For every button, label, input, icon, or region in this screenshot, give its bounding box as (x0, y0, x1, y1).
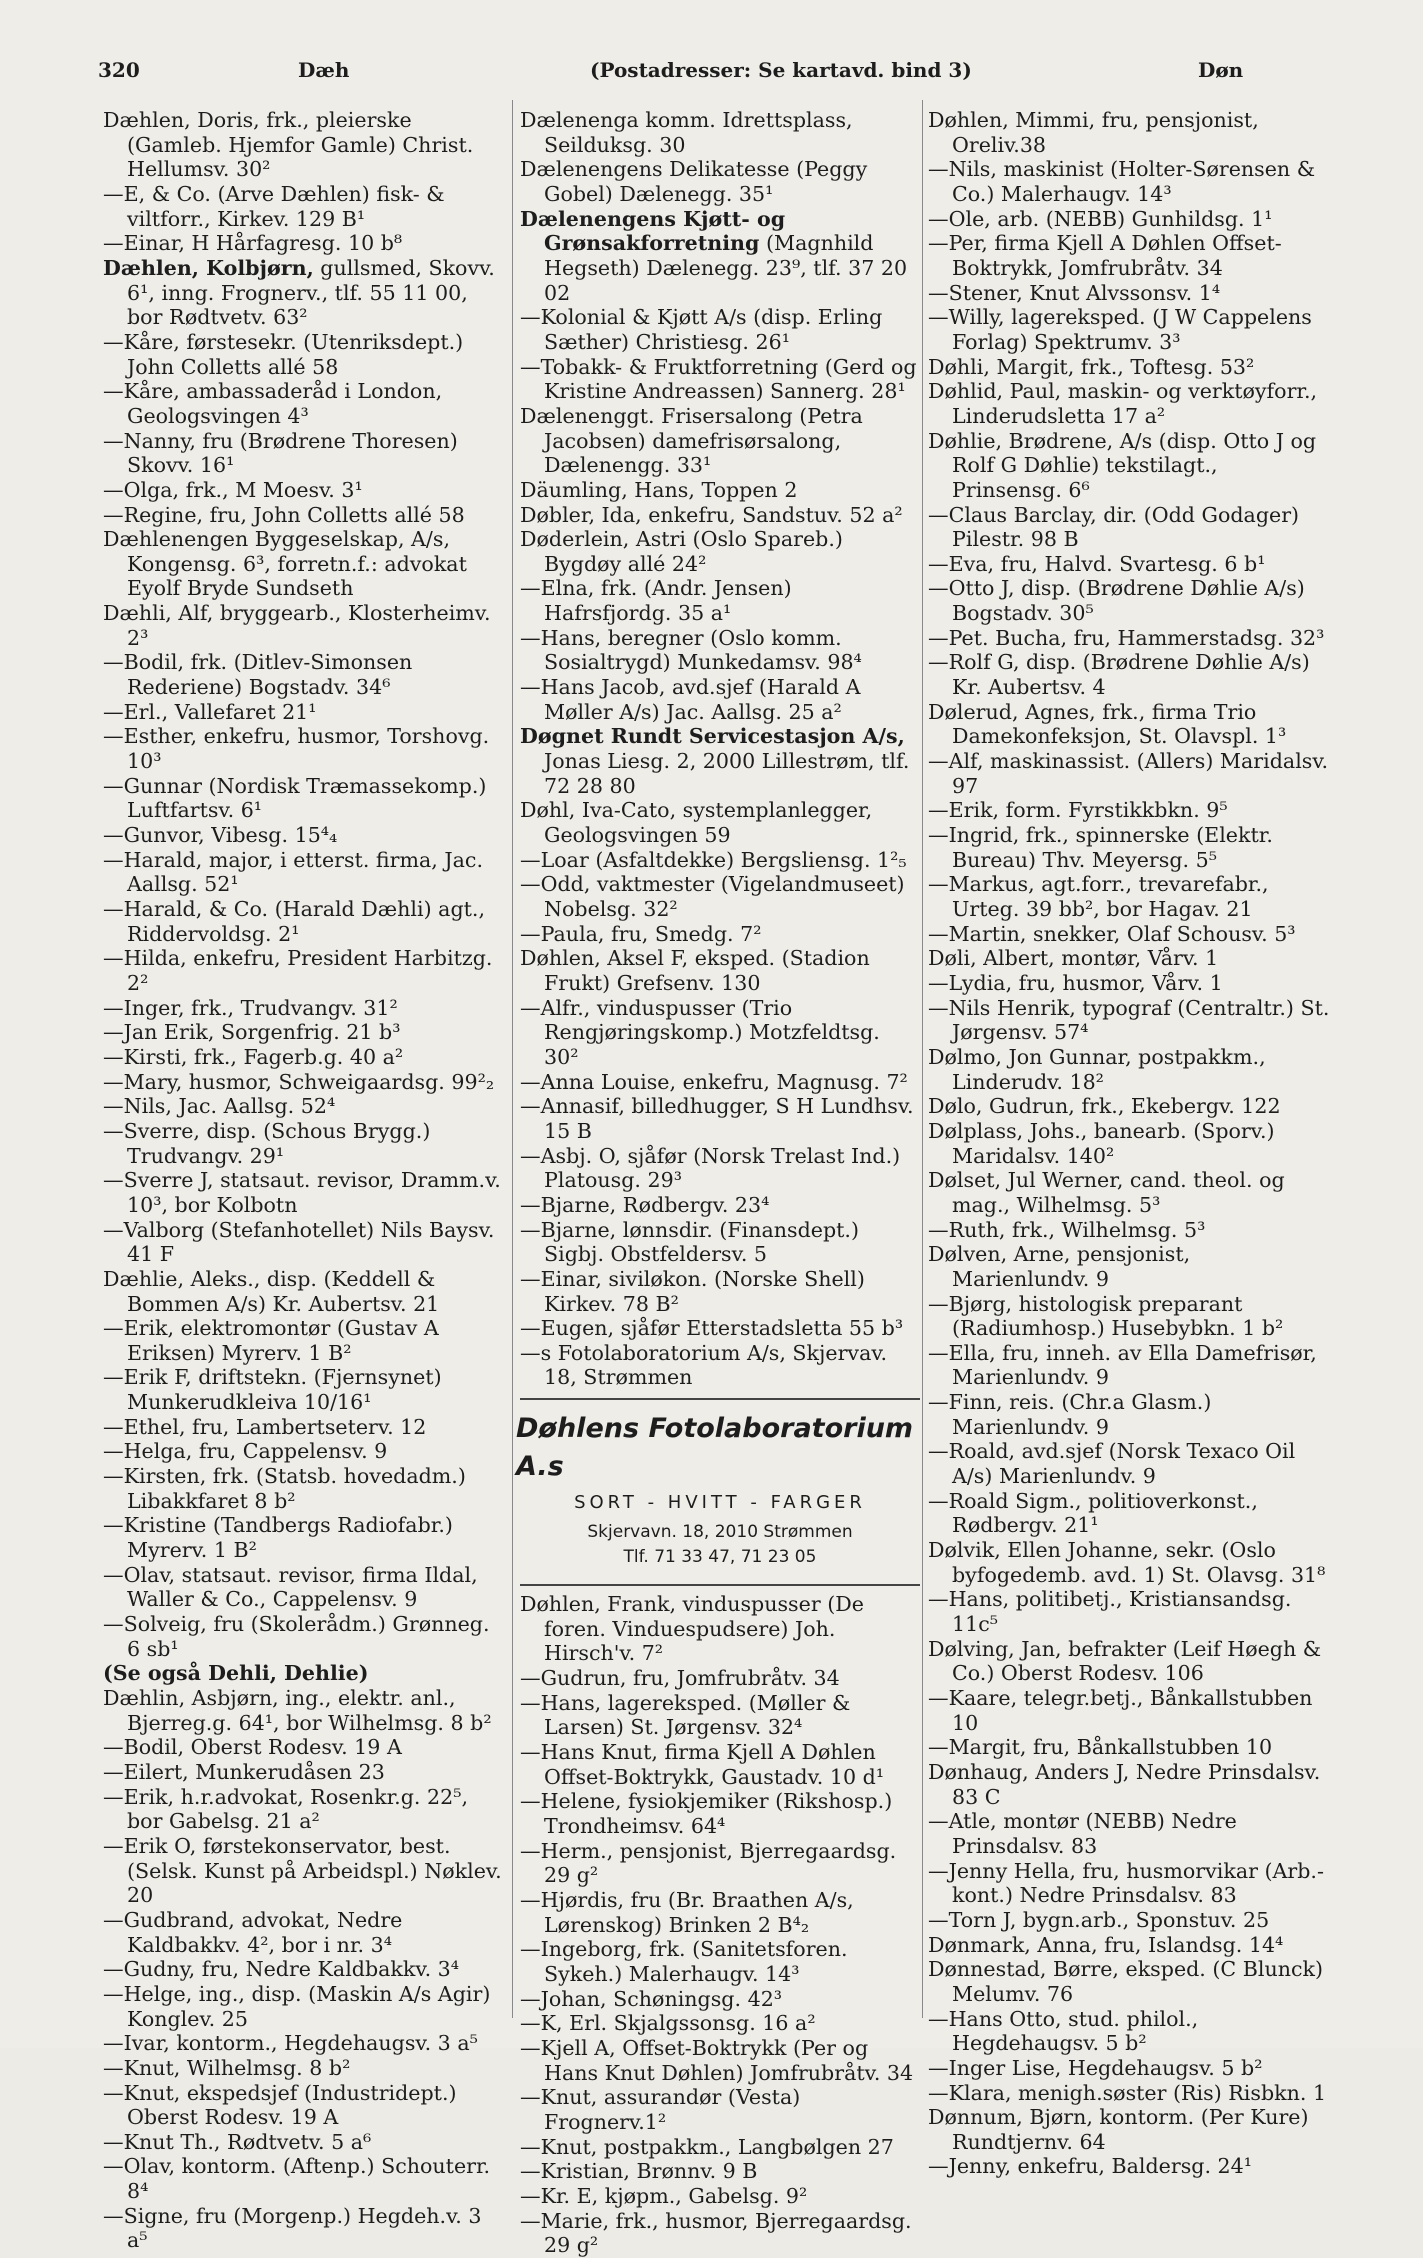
directory-entry: Døhlen, Mimmi, fru, pensjonist, Oreliv.38 (928, 108, 1259, 157)
page-number: 320 (98, 58, 140, 82)
directory-entry: —Odd, vaktmester (Vigelandmuseet) Nobelsg. 32² (520, 872, 905, 921)
directory-entry: —Kirsten, frk. (Statsb. hovedadm.) Libakkfaret 8 b² (103, 1464, 466, 1513)
directory-entry: —Olav, statsaut. revisor, firma Ildal, Waller & Co., Cappelensv. 9 (103, 1562, 478, 1612)
directory-entry: —Paula, fru, Smedg. 7² (520, 921, 762, 946)
directory-entry: —Kristian, Brønnv. 9 B (520, 2159, 758, 2184)
directory-entry: —Helge, ing., disp. (Maskin A/s Agir) Konglev. 25 (103, 1981, 491, 2031)
directory-entry: —Valborg (Stefanhotellet) Nils Baysv. 41 F (103, 1217, 495, 1267)
directory-entry: —Ingrid, frk., spinnerske (Elektr. Bureau) Thv. Meyersg. 5⁵ (928, 823, 1273, 872)
directory-entry: —Gudbrand, advokat, Nedre Kaldbakkv. 4², bor i nr. 3⁴ (103, 1907, 403, 1957)
entry-bold-lead: Dæhlen, Kolbjørn, (103, 255, 314, 280)
directory-entry: —Ivar, kontorm., Hegdehaugsv. 3 a⁵ (103, 2031, 478, 2056)
directory-entry: (Se også Dehli, Dehlie) (103, 1661, 369, 1686)
entry-bold-lead: Dælenengens Kjøtt- og Grønsakforretning (520, 206, 786, 256)
directory-entry: —Claus Barclay, dir. (Odd Godager) Pilestr. 98 B (928, 502, 1300, 552)
ad-address: Skjervavn. 18, 2010 Strømmen (587, 1522, 853, 1543)
directory-entry: —Asbj. O, sjåfør (Norsk Trelast Ind.) Platousg. 29³ (520, 1143, 901, 1193)
directory-entry: Dølset, Jul Werner, cand. theol. og mag., Wilhelmsg. 5³ (928, 1168, 1285, 1217)
directory-entry: —Elna, frk. (Andr. Jensen) Hafrsfjordg. 35 a¹ (520, 576, 792, 626)
column-3 (928, 108, 1333, 2179)
directory-entry: —s Fotolaboratorium A/s, Skjervav. 18, Strømmen (520, 1340, 888, 1390)
directory-entry: Dæhlie, Aleks., disp. (Keddell & Bommen A/s) Kr. Aubertsv. 21 (103, 1266, 440, 1316)
directory-entry: —Hans, lagereksped. (Møller & Larsen) St. Jørgensv. 32⁴ (520, 1690, 851, 1740)
directory-entry: Dølmo, Jon Gunnar, postpakkm., Linderudv. 18² (928, 1044, 1266, 1094)
directory-entry: —Bodil, Oberst Rodesv. 19 A (103, 1735, 402, 1760)
directory-entry: —Knut, Wilhelmsg. 8 b² (103, 2055, 351, 2080)
directory-entry: —Loar (Asfaltdekke) Bergsliensg. 1²₅ (520, 847, 907, 872)
directory-entry: —Mary, husmor, Schweigaardsg. 99²₂ (103, 1069, 495, 1094)
directory-entry: —Olga, frk., M Moesv. 3¹ (103, 477, 363, 502)
directory-entry: —Jenny Hella, fru, husmorvikar (Arb.-kont.) Nedre Prinsdalsv. 83 (928, 1858, 1324, 1908)
directory-entry: Dælenenga komm. Idrettsplass, Seilduksg. 30 (520, 108, 853, 157)
directory-entry: —Annasif, billedhugger, S H Lundhsv. 15 B (520, 1094, 914, 1143)
directory-entry: —Gudny, fru, Nedre Kaldbakkv. 3⁴ (103, 1957, 460, 1982)
directory-entry: —Erl., Vallefaret 21¹ (103, 699, 317, 724)
directory-entry: —Alf, maskinassist. (Allers) Maridalsv. 97 (928, 749, 1329, 798)
directory-entry: —Finn, reis. (Chr.a Glasm.) Marienlundv. 9 (928, 1390, 1212, 1439)
directory-entry: Dølplass, Johs., banearb. (Sporv.) Maridalsv. 140² (928, 1118, 1275, 1168)
directory-entry: —Hans, beregner (Oslo komm. Sosialtrygd) Munkedamsv. 98⁴ (520, 625, 862, 675)
directory-entry: —Lydia, fru, husmor, Vårv. 1 (928, 970, 1223, 995)
directory-entry: —Kristine (Tandbergs Radiofabr.) Myrerv. 1 B² (103, 1513, 453, 1563)
directory-entry: Dælenenggt. Frisersalong (Petra Jacobsen) damefrisørsalong, Dælenengg. 33¹ (520, 403, 863, 478)
directory-entry: —Helga, fru, Cappelensv. 9 (103, 1439, 388, 1464)
directory-entry: —Hans Jacob, avd.sjef (Harald A Møller A/s) Jac. Aallsg. 25 a² (520, 675, 861, 724)
directory-entry: —Nanny, fru (Brødrene Thoresen) Skovv. 16¹ (103, 428, 458, 478)
directory-entry: Døbler, Ida, enkefru, Sandstuv. 52 a² (520, 502, 903, 527)
directory-entry: —Helene, fysiokjemiker (Rikshosp.) Trondheimsv. 64⁴ (520, 1789, 893, 1839)
directory-entry: —Bodil, frk. (Ditlev-Simonsen Rederiene) Bogstadv. 34⁶ (103, 650, 413, 700)
directory-entry: —Anna Louise, enkefru, Magnusg. 7² (520, 1069, 908, 1094)
directory-entry: Døli, Albert, montør, Vårv. 1 (928, 946, 1219, 971)
column-2-entries (520, 108, 920, 1390)
directory-entry: —Hans, politibetj., Kristiansandsg. 11c⁵ (928, 1587, 1292, 1637)
directory-entry: —Signe, fru (Morgenp.) Hegdeh.v. 3 a⁵ (103, 2203, 482, 2253)
directory-entry: —Einar, H Hårfagresg. 10 b⁸ (103, 231, 403, 256)
directory-entry: —Kåre, førstesekr. (Utenriksdept.) John Colletts allé 58 (103, 329, 464, 379)
ad-bottom-rule (520, 1584, 920, 1586)
directory-entry: —Ethel, fru, Lambertseterv. 12 (103, 1414, 427, 1439)
directory-entry: —Jenny, enkefru, Baldersg. 24¹ (928, 2154, 1253, 2179)
directory-entry: Dæhlenengen Byggeselskap, A/s, Kongensg. 6³, forretn.f.: advokat Eyolf Bryde Sundseth (103, 527, 467, 601)
directory-entry: —Nils, maskinist (Holter-Sørensen & Co.) Malerhaugv. 14³ (928, 157, 1316, 206)
directory-entry: —Ella, fru, inneh. av Ella Damefrisør, Marienlundv. 9 (928, 1340, 1317, 1390)
directory-entry: Dølvik, Ellen Johanne, sekr. (Oslo byfogedemb. avd. 1) St. Olavsg. 31⁸ (928, 1538, 1326, 1587)
directory-entry: Døderlein, Astri (Oslo Spareb.) Bygdøy allé 24² (520, 527, 843, 576)
directory-entry: —Hjørdis, fru (Br. Braathen A/s, Lørenskog) Brinken 2 B⁴₂ (520, 1888, 854, 1937)
ad-top-rule (520, 1398, 920, 1400)
directory-entry: —Markus, agt.forr., trevarefabr., Urteg. 39 bb², bor Hagav. 21 (928, 872, 1269, 921)
ad-phone: Tlf. 71 33 47, 71 23 05 (623, 1547, 817, 1568)
directory-entry: —Martin, snekker, Olaf Schousv. 5³ (928, 921, 1296, 946)
directory-entry: —Erik O, førstekonservator, best. (Selsk. Kunst på Arbeidspl.) Nøklev. 20 (103, 1833, 502, 1908)
directory-entry: —Willy, lagereksped. (J W Cappelens Forlag) Spektrumv. 3³ (928, 305, 1312, 354)
directory-entry: Dønhaug, Anders J, Nedre Prinsdalsv. 83 C (928, 1759, 1321, 1809)
directory-entry: —Gunvor, Vibesg. 15⁴₄ (103, 823, 338, 848)
directory-entry: Døhlen, Frank, vinduspusser (De foren. Vinduespudsere) Joh. Hirsch'v. 7² (520, 1592, 864, 1666)
directory-entry: Dælenengens Kjøtt- og Grønsakforretning (Magnhild Hegseth) Dælenegg. 23⁹, tlf. 37 20 02 (520, 206, 908, 305)
directory-entry: —Knut, ekspedsjef (Industridept.) Oberst Rodesv. 19 A (103, 2080, 457, 2130)
directory-entry: Døhli, Margit, frk., Toftesg. 53² (928, 354, 1255, 379)
directory-entry: —Herm., pensjonist, Bjerregaardsg. 29 g² (520, 1838, 897, 1888)
directory-entry: Dølerud, Agnes, frk., firma Trio Damekonfeksjon, St. Olavspl. 1³ (928, 699, 1287, 749)
directory-entry: —Harald, major, i etterst. firma, Jac. Aallsg. 52¹ (103, 847, 484, 897)
directory-entry: Dæhlin, Asbjørn, ing., elektr. anl., Bjerreg.g. 64¹, bor Wilhelmsg. 8 b² (103, 1686, 492, 1735)
directory-entry: —Pet. Bucha, fru, Hammerstadsg. 32³ (928, 625, 1325, 650)
directory-entry: —Eugen, sjåfør Etterstadsletta 55 b³ (520, 1316, 904, 1341)
directory-entry: —Tobakk- & Fruktforretning (Gerd og Kristine Andreassen) Sannerg. 28¹ (520, 354, 917, 404)
directory-entry: —Ole, arb. (NEBB) Gunhildsg. 1¹ (928, 206, 1273, 231)
directory-entry: Døhl, Iva-Cato, systemplanlegger, Geologsvingen 59 (520, 798, 873, 848)
directory-entry: Dæhli, Alf, bryggearb., Klosterheimv. 2³ (103, 601, 491, 650)
directory-entry: —K, Erl. Skjalgssonsg. 16 a² (520, 2011, 816, 2036)
directory-entry: —Hilda, enkefru, President Harbitzg. 2² (103, 946, 493, 995)
directory-entry: Dønnum, Bjørn, kontorm. (Per Kure) Rundtjernv. 64 (928, 2105, 1309, 2154)
directory-entry: —Bjarne, Rødbergv. 23⁴ (520, 1192, 770, 1217)
page-header (98, 58, 1328, 92)
directory-entry: —Knut Th., Rødtvetv. 5 a⁶ (103, 2129, 372, 2154)
directory-entry: Dølving, Jan, befrakter (Leif Høegh & Co.) Oberst Rodesv. 106 (928, 1636, 1322, 1686)
directory-entry: —Sverre J, statsaut. revisor, Dramm.v. 10³, bor Kolbotn (103, 1168, 501, 1217)
column-1 (103, 108, 508, 2253)
directory-entry: —Kjell A, Offset-Boktrykk (Per og Hans Knut Døhlen) Jomfrubråtv. 34 (520, 2035, 914, 2085)
directory-entry: Døhlid, Paul, maskin- og verktøyforr., Linderudsletta 17 a² (928, 379, 1318, 428)
directory-entry: Dønnestad, Børre, eksped. (C Blunck) Melumv. 76 (928, 1957, 1324, 2006)
advertisement (516, 1406, 920, 1584)
directory-entry: —Hans Knut, firma Kjell A Døhlen Offset-Boktrykk, Gaustadv. 10 d¹ (520, 1740, 885, 1789)
directory-entry: —Nils, Jac. Aallsg. 52⁴ (103, 1094, 336, 1119)
column-divider (922, 100, 923, 2018)
directory-entry: —Gunnar (Nordisk Træmassekomp.) Luftfartsv. 6¹ (103, 773, 487, 823)
directory-entry: Døgnet Rundt Servicestasjon A/s, Jonas Liesg. 2, 2000 Lillestrøm, tlf. 72 28 80 (520, 724, 910, 798)
directory-entry: —Hans Otto, stud. philol., Hegdehaugsv. 5 b² (928, 2006, 1199, 2056)
directory-entry: —Eilert, Munkerudåsen 23 (103, 1759, 385, 1784)
directory-entry: —Marie, frk., husmor, Bjerregaardsg. 29 g² (520, 2208, 912, 2258)
directory-entry: —Inger, frk., Trudvangv. 31² (103, 995, 398, 1020)
directory-entry: Däumling, Hans, Toppen 2 (520, 477, 798, 502)
directory-entry: Dæhlen, Doris, frk., pleierske (Gamleb. Hjemfor Gamle) Christ. Hellumsv. 30² (103, 108, 474, 182)
directory-entry: —Harald, & Co. (Harald Dæhli) agt., Riddervoldsg. 2¹ (103, 897, 485, 946)
header-left-guide-word: Dæh (298, 58, 350, 82)
directory-entry: Dønmark, Anna, fru, Islandsg. 14⁴ (928, 1932, 1284, 1957)
directory-entry: Dæhlen, Kolbjørn, gullsmed, Skovv. 6¹, inng. Frognerv., tlf. 55 11 00, bor Rødtvetv. 63² (103, 255, 495, 330)
directory-entry: —Kaare, telegr.betj., Bånkallstubben 10 (928, 1686, 1313, 1735)
directory-entry: —Rolf G, disp. (Brødrene Døhlie A/s) Kr. Aubertsv. 4 (928, 650, 1310, 700)
directory-entry: —Kåre, ambassaderåd i London, Geologsvingen 4³ (103, 379, 443, 428)
directory-entry: —Torn J, bygn.arb., Sponstuv. 25 (928, 1907, 1270, 1932)
directory-entry: —Inger Lise, Hegdehaugsv. 5 b² (928, 2055, 1263, 2080)
ad-subtitle: SORT - HVITT - FARGER (574, 1492, 866, 1514)
directory-entry: —Ingeborg, frk. (Sanitetsforen. Sykeh.) Malerhaugv. 14³ (520, 1937, 848, 1986)
directory-entry: —Knut, postpakkm., Langbølgen 27 (520, 2134, 894, 2159)
directory-entry: —Atle, montør (NEBB) Nedre Prinsdalsv. 83 (928, 1809, 1237, 1858)
directory-entry: —Bjørg, histologisk preparant (Radiumhosp.) Husebybkn. 1 b² (928, 1291, 1284, 1341)
directory-entry: Dælenengens Delikatesse (Peggy Gobel) Dælenegg. 35¹ (520, 157, 868, 206)
column-2-entries-after-ad (520, 1592, 920, 2258)
column-2 (516, 108, 920, 2258)
directory-entry: —Otto J, disp. (Brødrene Døhlie A/s) Bogstadv. 30⁵ (928, 576, 1305, 626)
directory-entry: —Stener, Knut Alvssonsv. 1⁴ (928, 280, 1221, 305)
directory-entry: Døhlen, Aksel F, eksped. (Stadion Frukt) Grefsenv. 130 (520, 946, 870, 995)
directory-entry: —Erik F, driftstekn. (Fjernsynet) Munkerudkleiva 10/16¹ (103, 1365, 442, 1415)
directory-entry: —Einar, siviløkon. (Norske Shell) Kirkev. 78 B² (520, 1266, 865, 1316)
header-right-guide-word: Døn (1198, 58, 1244, 82)
directory-entry: —Gudrun, fru, Jomfrubråtv. 34 (520, 1666, 840, 1691)
directory-entry: —Margit, fru, Bånkallstubben 10 (928, 1735, 1273, 1760)
directory-entry: —Sverre, disp. (Schous Brygg.) Trudvangv. 29¹ (103, 1118, 431, 1168)
directory-entry: —Esther, enkefru, husmor, Torshovg. 10³ (103, 724, 490, 774)
directory-entry: —Olav, kontorm. (Aftenp.) Schouterr. 8⁴ (103, 2154, 491, 2204)
directory-entry: —Kolonial & Kjøtt A/s (disp. Erling Sæther) Christiesg. 26¹ (520, 305, 883, 354)
directory-entry: —Bjarne, lønnsdir. (Finansdept.) Sigbj. Obstfeldersv. 5 (520, 1217, 859, 1267)
directory-entry: —Regine, fru, John Colletts allé 58 (103, 502, 465, 527)
directory-entry: —Erik, h.r.advokat, Rosenkr.g. 22⁵, bor Gabelsg. 21 a² (103, 1784, 468, 1834)
directory-entry: —Eva, fru, Halvd. Svartesg. 6 b¹ (928, 551, 1266, 576)
directory-entry: —Alfr., vinduspusser (Trio Rengjøringskomp.) Motzfeldtsg. 30² (520, 995, 880, 1069)
entry-bold-lead: Døgnet Rundt Servicestasjon A/s, (520, 724, 905, 749)
directory-entry: —Knut, assurandør (Vesta) Frognerv.1² (520, 2085, 801, 2134)
directory-entry: —Nils Henrik, typograf (Centraltr.) St. Jørgensv. 57⁴ (928, 995, 1330, 1045)
column-divider (512, 100, 513, 2018)
directory-entry: —Roald Sigm., politioverkonst., Rødbergv. 21¹ (928, 1488, 1258, 1538)
directory-entry: Døhlie, Brødrene, A/s (disp. Otto J og Rolf G Døhlie) tekstilagt., Prinsensg. 6⁶ (928, 428, 1317, 502)
header-center-note: (Postadresser: Se kartavd. bind 3) (590, 58, 972, 82)
directory-entry: —Johan, Schøningsg. 42³ (520, 1986, 783, 2011)
directory-entry: —Erik, form. Fyrstikkbkn. 9⁵ (928, 798, 1228, 823)
directory-entry: Dølven, Arne, pensjonist, Marienlundv. 9 (928, 1242, 1191, 1291)
directory-entry: —Per, firma Kjell A Døhlen Offset-Boktrykk, Jomfrubråtv. 34 (928, 231, 1282, 280)
directory-entry: —Roald, avd.sjef (Norsk Texaco Oil A/s) Marienlundv. 9 (928, 1439, 1296, 1489)
directory-entry: —Ruth, frk., Wilhelmsg. 5³ (928, 1217, 1206, 1242)
directory-entry: —Kirsti, frk., Fagerb.g. 40 a² (103, 1044, 404, 1069)
directory-entry: —Erik, elektromontør (Gustav A Eriksen) Myrerv. 1 B² (103, 1316, 439, 1365)
directory-entry: Dølo, Gudrun, frk., Ekebergv. 122 (928, 1094, 1281, 1119)
directory-entry: —Solveig, fru (Skolerådm.) Grønneg. 6 sb¹ (103, 1612, 490, 1661)
directory-entry: —Klara, menigh.søster (Ris) Risbkn. 1 (928, 2080, 1327, 2105)
directory-entry: —E, & Co. (Arve Dæhlen) fisk- & viltforr., Kirkev. 129 B¹ (103, 181, 445, 231)
ad-title: Døhlens Fotolaboratorium A.s (516, 1413, 914, 1483)
directory-entry: —Jan Erik, Sorgenfrig. 21 b³ (103, 1020, 401, 1045)
directory-entry: —Kr. E, kjøpm., Gabelsg. 9² (520, 2183, 808, 2208)
